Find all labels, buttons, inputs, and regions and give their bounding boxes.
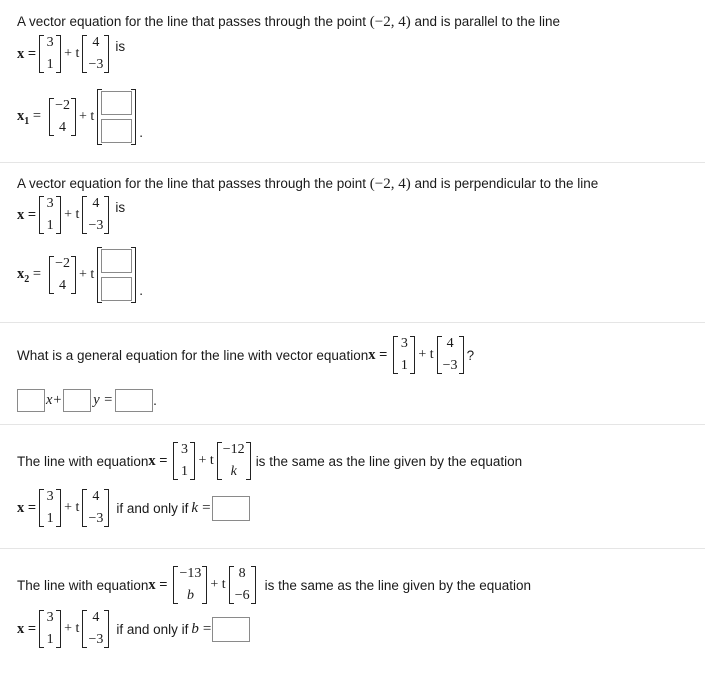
vector-entry: −3 (88, 632, 104, 647)
q5-given-param: + t (64, 621, 80, 636)
vector-entry: 3 (46, 196, 54, 211)
q3-question-mark: ? (466, 347, 475, 363)
q2-text-a: A vector equation for the line that passes through the point (17, 176, 370, 191)
q3-prompt (17, 332, 474, 378)
q4-given-lhs: x = (17, 499, 37, 516)
q4-given-direction-vector (82, 489, 109, 527)
q4-condition: if and only if (116, 500, 189, 516)
q2-given-point-vector (39, 196, 61, 234)
q1-answer-period: . (139, 125, 144, 140)
q1-answer-point-vector (49, 98, 76, 136)
q4-text-b: is the same as the line given by the equation (255, 453, 523, 469)
lhs-eq: = (32, 265, 42, 282)
divider (0, 548, 705, 549)
q1-given-equation (17, 33, 125, 75)
q2-dir-x-input[interactable] (101, 249, 132, 273)
vector-entry: 3 (46, 489, 54, 504)
q5-b-input[interactable] (212, 617, 250, 642)
q2-text-b: and is perpendicular to the line (410, 176, 599, 191)
q5-text-a: The line with equation (17, 577, 149, 593)
vector-entry: −6 (234, 588, 250, 603)
q2-dir-y-input[interactable] (101, 277, 132, 301)
q4-prompt (17, 438, 522, 484)
q3-text: What is a general equation for the line with vector equation (17, 347, 369, 363)
q3-y-term: y = (93, 391, 114, 408)
q4-given-param: + t (64, 500, 80, 515)
q5-condition: if and only if (116, 621, 189, 637)
q4-lhs: x = (148, 452, 168, 469)
q3-x-coefficient-input[interactable] (17, 389, 45, 412)
q4-variable: k (191, 499, 199, 516)
divider (0, 322, 705, 323)
vector-entry: 4 (59, 120, 67, 135)
lhs-sub: 1 (24, 115, 30, 127)
q3-x-term: x+ (46, 391, 63, 408)
vector-entry: 8 (238, 566, 246, 581)
q5-direction-vector (229, 566, 256, 604)
vector-entry: 1 (400, 358, 408, 373)
vector-entry: 4 (446, 336, 454, 351)
vector-entry: 3 (46, 35, 54, 50)
q2-answer-lhs (17, 266, 41, 285)
q5-variable: b (191, 620, 199, 637)
q4-equals: = (202, 499, 211, 516)
q4-given-equation (17, 485, 250, 531)
q2-answer-period: . (139, 283, 144, 298)
q2-answer-direction-vector (97, 247, 136, 303)
q3-constant-input[interactable] (115, 389, 153, 412)
q5-equals: = (202, 620, 212, 637)
q3-param: + t (418, 347, 434, 362)
q1-answer-direction-vector (97, 89, 136, 145)
q4-text-a: The line with equation (17, 453, 149, 469)
vector-entry: 4 (59, 278, 67, 293)
vector-entry: 4 (92, 35, 100, 50)
vector-entry: 1 (46, 511, 54, 526)
vector-entry: −12 (222, 442, 245, 457)
q5-given-direction-vector (82, 610, 109, 648)
q5-point-vector (173, 566, 207, 604)
q3-period: . (153, 392, 157, 408)
lhs-var: x (17, 107, 25, 124)
q2-given-is: is (115, 200, 126, 215)
q1-given-lhs: x = (17, 45, 37, 62)
vector-entry: 4 (92, 489, 100, 504)
q3-y-coefficient-input[interactable] (63, 389, 91, 412)
q1-dir-x-input[interactable] (101, 91, 132, 115)
q4-direction-vector (217, 442, 251, 480)
q5-lhs: x = (148, 576, 168, 593)
q1-answer-lhs (17, 108, 41, 127)
q1-text-a: A vector equation for the line that passes through the point (17, 14, 370, 29)
q3-lhs: x = (368, 346, 388, 363)
vector-entry: 1 (46, 632, 54, 647)
q1-dir-y-input[interactable] (101, 119, 132, 143)
q5-given-equation (17, 606, 250, 652)
q5-prompt (17, 562, 531, 608)
q1-text-b: and is parallel to the line (410, 14, 561, 29)
vector-entry: 3 (180, 442, 188, 457)
vector-entry: −2 (55, 256, 70, 271)
q1-answer-param: + t (78, 109, 95, 124)
q5-param: + t (210, 577, 226, 592)
q4-given-point-vector (39, 489, 61, 527)
vector-entry: −3 (88, 57, 104, 72)
q1-given-param: + t (64, 46, 80, 61)
q4-k-input[interactable] (212, 496, 250, 521)
q1-given-is: is (115, 39, 126, 54)
q3-answer-equation (17, 387, 157, 413)
q5-given-point-vector (39, 610, 61, 648)
vector-entry: k (230, 464, 237, 479)
q4-param: + t (198, 453, 214, 468)
vector-entry: −3 (88, 511, 104, 526)
lhs-var: x (17, 265, 25, 282)
q2-given-lhs: x = (17, 206, 37, 223)
q5-given-lhs: x = (17, 620, 37, 637)
vector-entry: 3 (46, 610, 54, 625)
q2-answer-equation (17, 246, 143, 304)
q2-given-direction-vector (82, 196, 109, 234)
vector-entry: −2 (55, 98, 70, 113)
q2-point: (−2, 4) (369, 176, 411, 192)
q1-given-direction-vector (82, 35, 109, 73)
vector-entry: −3 (88, 218, 104, 233)
q2-given-param: + t (64, 207, 80, 222)
divider (0, 424, 705, 425)
vector-entry: 4 (92, 196, 100, 211)
lhs-sub: 2 (24, 273, 30, 285)
q3-point-vector (393, 336, 415, 374)
q4-point-vector (173, 442, 195, 480)
q1-given-point-vector (39, 35, 61, 73)
vector-entry: 1 (180, 464, 188, 479)
q5-text-b: is the same as the line given by the equation (264, 577, 532, 593)
vector-entry: 3 (400, 336, 408, 351)
vector-entry: −13 (179, 566, 202, 581)
q1-answer-equation (17, 88, 143, 146)
vector-entry: b (186, 588, 194, 603)
q1-point: (−2, 4) (369, 14, 411, 30)
vector-entry: −3 (442, 358, 458, 373)
q1-prompt (17, 14, 560, 31)
q3-direction-vector (437, 336, 464, 374)
vector-entry: 1 (46, 218, 54, 233)
lhs-eq: = (32, 107, 42, 124)
q2-answer-point-vector (49, 256, 76, 294)
vector-entry: 4 (92, 610, 100, 625)
q2-answer-param: + t (78, 267, 95, 282)
vector-entry: 1 (46, 57, 54, 72)
divider (0, 162, 705, 163)
q2-given-equation (17, 194, 125, 236)
q2-prompt (17, 176, 598, 193)
